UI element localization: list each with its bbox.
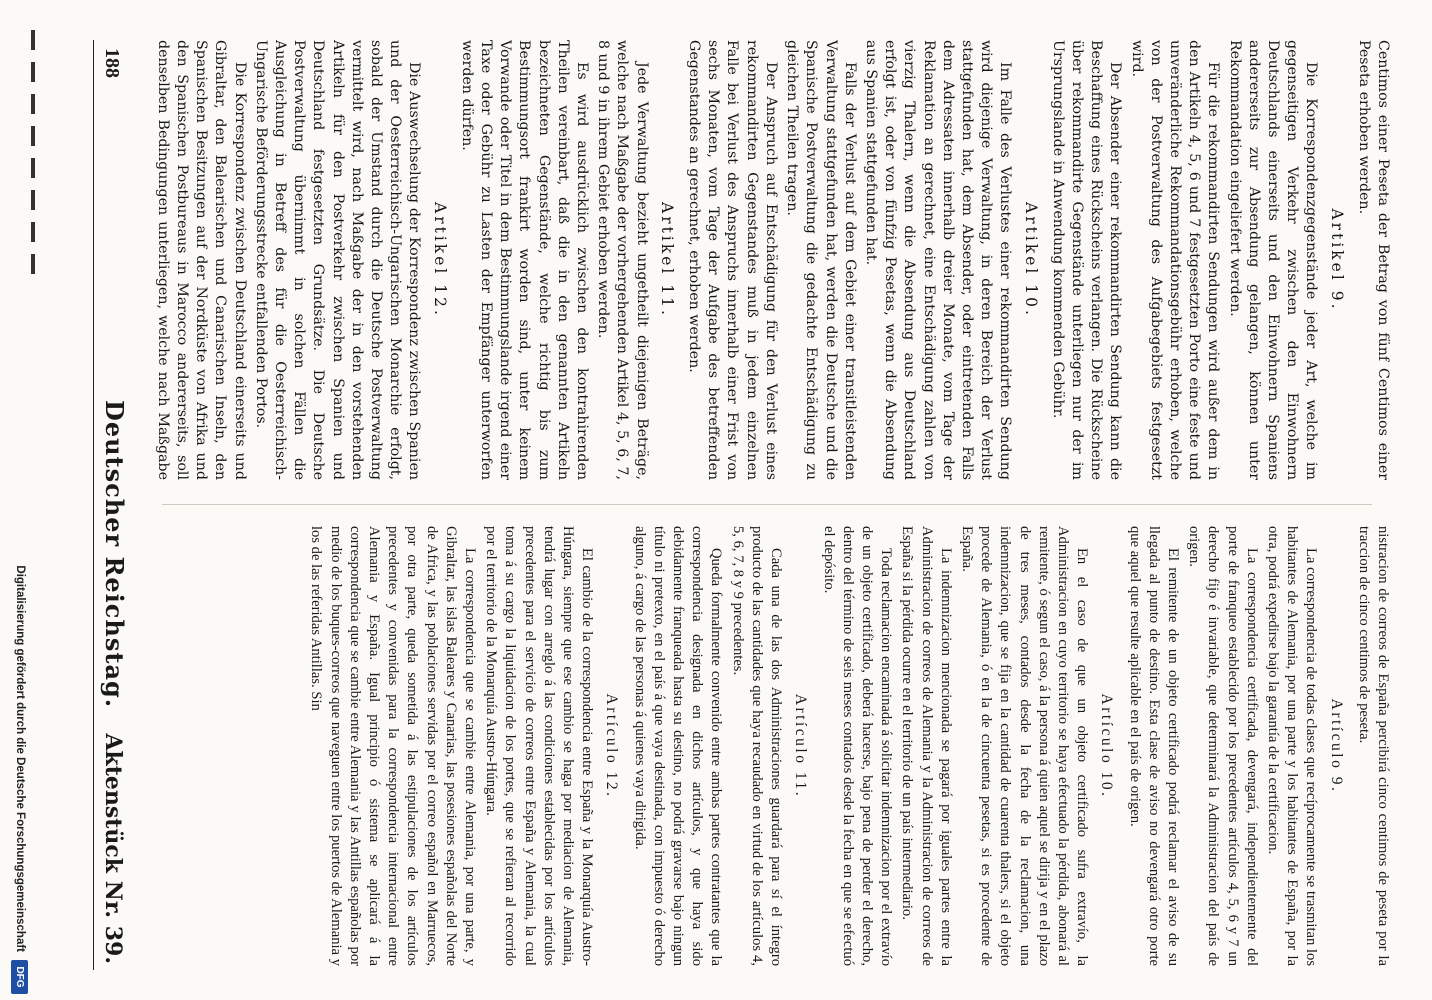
german-text-column <box>152 40 1392 480</box>
german-paragraph: Die Auswechselung der Korrespondenz zwischen Spanien und der Oesterreichisch-Ungarischen Monarchie erfolgt, sobald der Umstand durch die Deutsche Postverwaltung vermittelt wird, nach Maßgabe der in den vorstehenden Artikeln für den Postverkehr zwischen Spanien und Deutschland festgesetzten Grundsätze. Die Deutsche Postverwaltung übernimmt in solchen Fällen die Ausgleichung in Betreff des für die Oesterreichisch-Ungarische Beförderungsstrecke entfallenden Portos. <box>252 40 423 480</box>
credit-text: Digitalisierung gefördert durch die Deutsche Forschungsgemeinschaft <box>14 565 26 952</box>
spanish-paragraph: nistracion de correos de España percibirá cinco centimos de peseta por la traccion de cinco centimos de peseta. <box>1355 526 1391 966</box>
spanish-paragraph: Cada una de las dos Administraciones guardará para sí el íntegro producto de las cantidades que haya recaudado en virtud de los artículos 4, 5, 6, 7, 8 y 9 precedentes. <box>729 526 785 966</box>
spanish-article-heading: Artículo 11. <box>792 693 810 799</box>
german-paragraph: Für die rekommandirten Sendungen wird außer dem in den Artikeln 4, 5, 6 und 7 festgesetzten Porto eine feste und unveränderliche Rekommandationsgebühr erhoben, welche von der Postverwaltung des Aufgabegebiets festgesetzt wird. <box>1128 40 1222 480</box>
german-article-heading: Artikel 9. <box>1327 208 1346 312</box>
spanish-article-heading: Artículo 10. <box>1098 693 1116 799</box>
german-paragraph: Die Korrespondenz zwischen Deutschland einerseits und Gibraltar, den Balearischen und Canarischen Inseln, den Spanischen Besitzungen auf der Nordküste von Afrika und den Spanischen Postbureaus in Marocco andererseits, soll denselben Bedingungen unterliegen, welche nach Maßgabe <box>154 40 248 480</box>
german-paragraph: Der Anspruch auf Entschädigung für den Verlust eines rekommandirten Gegenstandes muß in jedem einzelnen Falle bei Verlust des Anspruchs innerhalb einer Frist von sechs Monaten, vom Tage der Aufgabe des betreffenden Gegenstandes an gerechnet, erhoben werden. <box>686 40 779 480</box>
german-article-heading: Artikel 11. <box>657 202 676 318</box>
running-head <box>93 40 134 970</box>
spanish-paragraph: Toda reclamacion encaminada á solicitar indemnizacion por el extravío de un objeto certificado, deberá hacerse, bajo pena de perder el derecho, dentro del término de seis meses contados desde la fecha en que se efectuó el depósito. <box>820 526 895 966</box>
page-number: 188 <box>101 48 123 78</box>
german-paragraph: Die Korrespondenzgegenstände jeder Art, welche im gegenseitigen Verkehr zwischen den Einwohnern Deutschlands einerseits und den Einwohnern Spaniens andererseits zur Absendung gelangen, können unter Rekommandation eingeliefert werden. <box>1226 40 1320 480</box>
spanish-paragraph: Queda formalmente convenido entre ambas partes contratantes que la correspondencia designada en dichos artículos, y que haya sido debidamente franqueada hasta su destino, no podrá gravarse bajo ningun título ni pretexto, en el país á que vaya destinada, con impuesto ó derecho alguno, á cargo de las personas á quienes vaya dirigida. <box>631 526 725 966</box>
spanish-paragraph: La correspondencia de todas clases que recíprocamente se trasmitan los habitantes de Alemania, por una parte y los habitantes de España, por la otra, podrá expedirse bajo la garantía de la certificacion. <box>1264 526 1320 966</box>
spanish-paragraph: La indemnizacion mencionada se pagará por iguales partes entre la Administracion de correos de Alemania y la Administracion de correos de España si la pérdida ocurre en el territorio de un país intermediario. <box>899 526 954 966</box>
spanish-paragraph: El cambio de la correspondencia entre España y la Monarquía Austro-Húngara, siempre que ese cambio se haga por mediacion de Alemania, tendrá lugar con arreglo á las condiciones establecidas por los artículos precedentes para el servicio de correos entre España y Alemania, la cual toma á su cargo la liquidacion de los portes, que se refieran al recorrido por el territorio de la Monarquía Austro-Húngara. <box>483 526 596 966</box>
german-paragraph: Jede Verwaltung bezieht ungetheilt diejenigen Beträge, welche nach Maßgabe der vorhergehenden Artikel 4, 5, 6, 7, 8 und 9 in ihrem Gebiet erhoben werden. <box>595 40 650 480</box>
page-title: Deutscher Reichstag. <box>100 400 129 709</box>
spanish-paragraph: En el caso de que un objeto certificado sufra extravío, la Administracion en cuyo territorio se haya efectuado la pérdida, abonará al remitente, ó segun el caso, á la persona á quien aquel se dirija y en el plazo de tres meses, contados desde la fecha de la reclamacion, una indemnizacion, que se fija en la cantidad de cuarenta thalers, si el objeto procede de Alemania, ó en la de cincuenta pesetas, si es procedente de España. <box>958 526 1091 966</box>
print-marks <box>38 30 44 286</box>
document-label: Aktenstück Nr. 39. <box>100 733 126 964</box>
german-article-heading: Artikel 12. <box>430 202 449 318</box>
spanish-text-column <box>152 526 1392 966</box>
german-paragraph: Der Absender einer rekommandirten Sendung kann die Beschaffung eines Rückscheins verlangen. Die Rückscheine über rekommandirte Gegenstände unterliegen nur der im Ursprungslande in Anwendung kommenden Gebühr. <box>1049 40 1124 480</box>
spanish-paragraph: El remitente de un objeto certificado podrá reclamar el aviso de su llegada al punto de destino. Esta clase de aviso no devengará otro porte que aquel que resulte aplicable en el país de origen. <box>1126 526 1181 966</box>
spanish-article-heading: Artículo 9. <box>1327 698 1345 794</box>
spanish-article-heading: Artículo 12. <box>603 693 621 799</box>
german-paragraph: Es wird ausdrücklich zwischen den kontrahirenden Theilen vereinbart, daß die in den genannten Artikeln bezeichneten Gegenstände, welche richtig bis zum Bestimmungsort frankirt worden sind, unter keinem Vorwande oder Titel in dem Bestimmungslande irgend einer Taxe oder Gebühr zu Lasten der Empfänger unterworfen werden dürfen. <box>458 40 591 480</box>
spanish-paragraph: La correspondencia que se cambie entre Alemania, por una parte, y Gibraltar, las islas Baleares y Canarias, las posesiones españolas del Norte de Africa, y las poblaciones servidas por el correo español en Marruecos, por otra parte, queda sometida á las estipulaciones de los artículos precedentes y convenidas para la correspondencia internacional entre Alemania y España. Igual principio ó sistema se aplicará á la correspondencia que se cambie entre Alemania y las Antillas españolas por medio de los buques-correos que naveguen entre los puertos de Alemania y los de las referidas Antillas. Sin <box>308 526 479 966</box>
german-paragraph: Falls der Verlust auf dem Gebiet einer transitleistenden Verwaltung stattgefunden hat, werden die Deutsche und die Spanische Postverwaltung die gedachte Entschädigung zu gleichen Theilen tragen. <box>784 40 858 480</box>
spanish-paragraph: La correspondencia certificada, devengará, independientemente del porte de franqueo establecido por los precedentes artículos 4, 5, 6 y 7 un derecho fijo é invariable, que determinará la Administracion del país de origen. <box>1186 526 1260 966</box>
dfg-logo: DFG <box>11 960 28 994</box>
column-divider <box>162 504 1372 505</box>
digitization-credit <box>6 0 30 1000</box>
german-article-heading: Artikel 10. <box>1021 202 1040 318</box>
german-paragraph: Centimos einer Peseta der Betrag von fünf Centimos einer Peseta erhoben werden. <box>1355 40 1391 480</box>
german-paragraph: Im Falle des Verlustes einer rekommandirten Sendung wird diejenige Verwaltung, in deren Bereich der Verlust stattgefunden hat, dem Absender, oder eintretenden Falls dem Adressaten innerhalb dreier Monate, vom Tage der Reklamation an gerechnet, eine Entschädigung zahlen von vierzig Thalern, wenn die Absendung aus Deutschland erfolgt ist, oder von fünfzig Pesetas, wenn die Absendung aus Spanien stattgefunden hat. <box>862 40 1014 480</box>
